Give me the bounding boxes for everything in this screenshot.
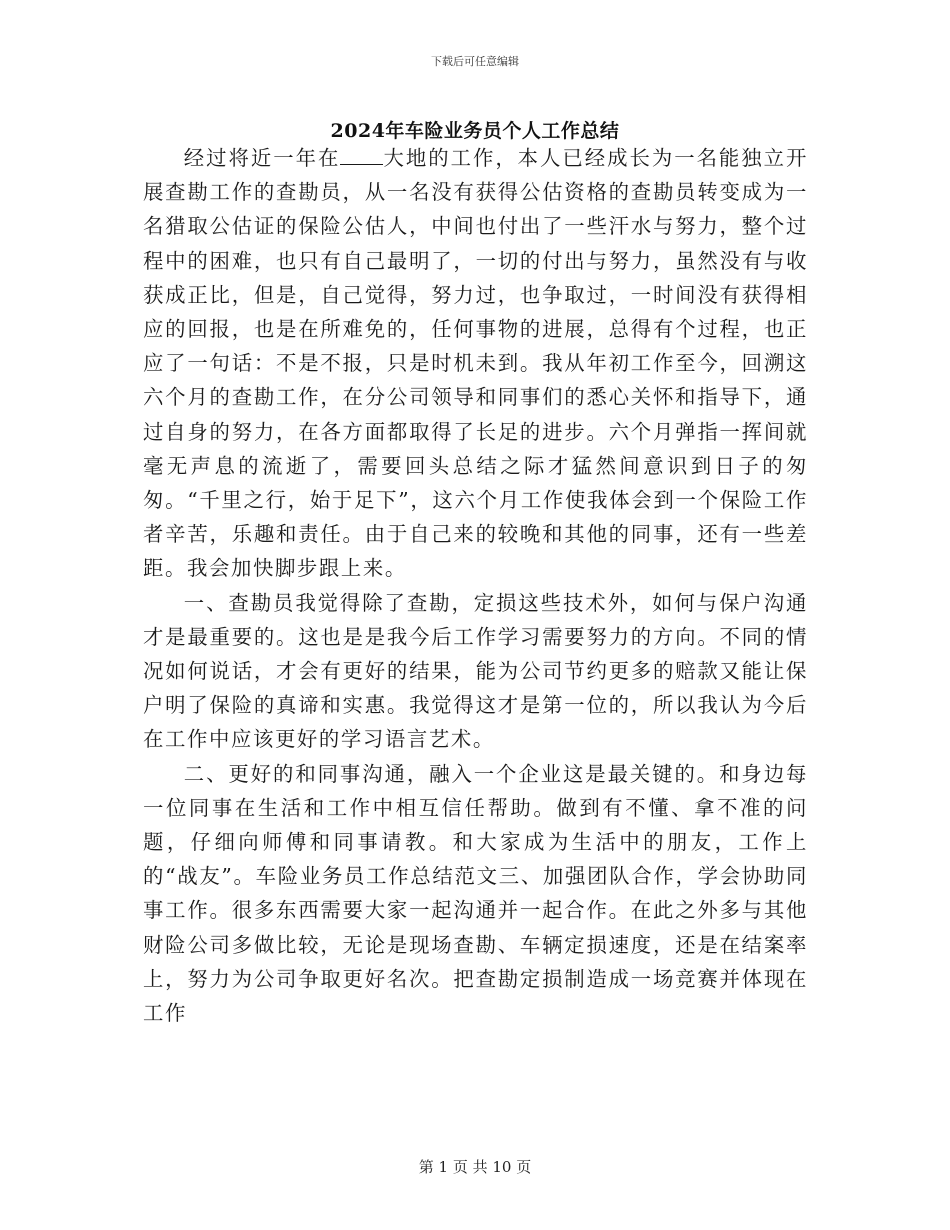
paragraph-point-two: 二、更好的和同事沟通，融入一个企业这是最关键的。和身边每一位同事在生活和工作中相互信任帮助。做到有不懂、拿不准的问题，仔细向师傅和同事请教。和大家成为生活中的朋友，工作上的“战友”。车险业务员工作总结范文三、加强团队合作，学会协助同事工作。很多东西需要大家一起沟通并一起合作。在此之外多与其他财险公司多做比较，无论是现场查勘、车辆定损速度，还是在结案率上，努力为公司争取更好名次。把查勘定损制造成一场竞赛并体现在工作 [143, 761, 808, 1026]
paragraph-intro-start: 经过将近一年在 [183, 146, 341, 170]
document-body [143, 141, 808, 1030]
paragraph-intro-rest: 大地的工作，本人已经成长为一名能独立开展查勘工作的查勘员，从一名没有获得公估资格的查勘员转变成为一名猎取公估证的保险公估人，中间也付出了一些汗水与努力，整个过程中的困难，也只有自己最明了，一切的付出与努力，虽然没有与收获成正比，但是，自己觉得，努力过，也争取过，一时间没有获得相应的回报，也是在所难免的，任何事物的进展，总得有个过程，也正应了一句话：不是不报，只是时机未到。我从年初工作至今，回溯这六个月的查勘工作，在分公司领导和同事们的悉心关怀和指导下，通过自身的努力，在各方面都取得了长足的进步。六个月弹指一挥间就毫无声息的流逝了，需要回头总结之际才猛然间意识到日子的匆匆。“千里之行，始于足下”，这六个月工作使我体会到一个保险工作者辛苦，乐趣和责任。由于自己来的较晚和其他的同事，还有一些差距。我会加快脚步跟上来。 [143, 146, 808, 581]
paragraph-point-one: 一、查勘员我觉得除了查勘，定损这些技术外，如何与保户沟通才是最重要的。这也是是我今后工作学习需要努力的方向。不同的情况如何说话，才会有更好的结果，能为公司节约更多的赔款又能让保户明了保险的真谛和实惠。我觉得这才是第一位的，所以我认为今后在工作中应该更好的学习语言艺术。 [143, 590, 808, 752]
fill-in-blank [340, 146, 383, 165]
document-title: 2024年车险业务员个人工作总结 [330, 120, 620, 142]
paragraph-intro [143, 141, 808, 586]
header-note: 下载后可任意编辑 [431, 55, 519, 68]
page-footer: 第 1 页 共 10 页 [418, 1158, 532, 1176]
